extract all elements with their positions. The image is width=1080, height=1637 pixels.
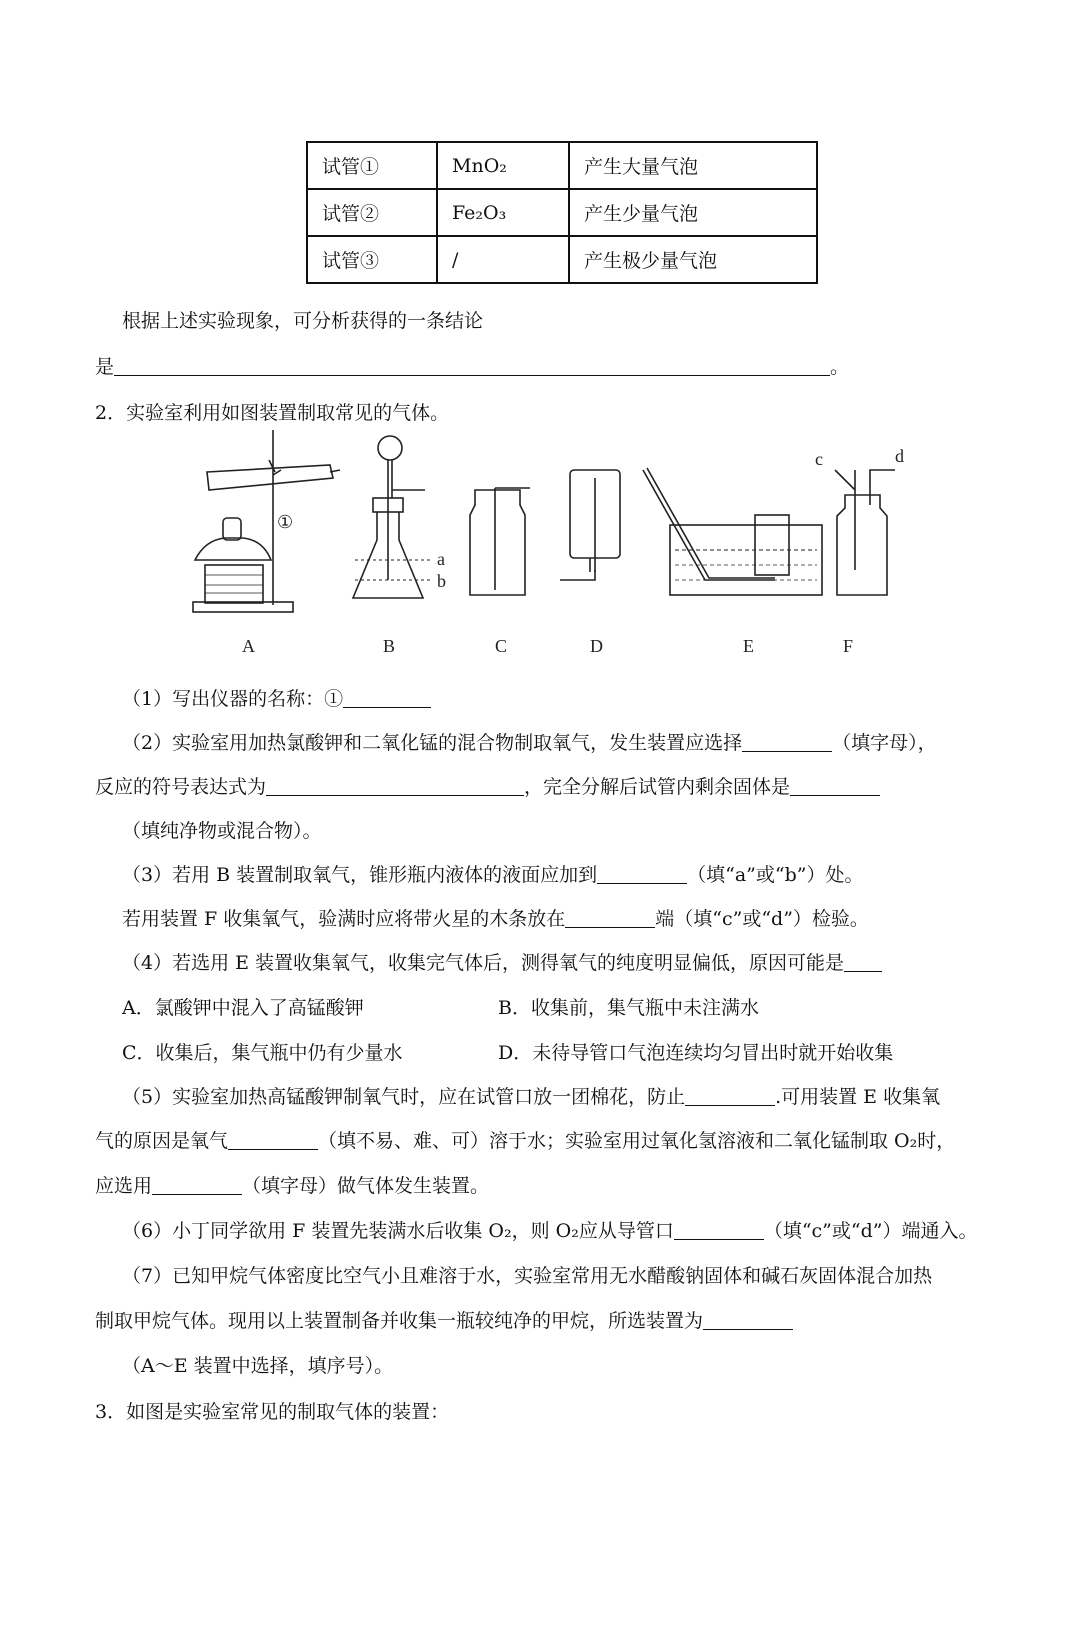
label-D: D xyxy=(590,636,603,656)
q2-p7-line2: 制取甲烷气体。现用以上装置制备并收集一瓶较纯净的甲烷，所选装置为 xyxy=(95,1306,793,1333)
q2-p5-line2: 气的原因是氧气 （填不易、难、可）溶于水；实验室用过氧化氢溶液和二氧化锰制取 O₂时， xyxy=(95,1130,956,1152)
q2-p3-line2: 若用装置 F 收集氧气，验满时应将带火星的木条放在 端（填“c”或“d”）检验。 xyxy=(122,908,869,930)
label-one: ① xyxy=(277,512,294,532)
label-B: B xyxy=(383,636,396,656)
q2-p4: （4）若选用 E 装置收集氧气，收集完气体后，测得氧气的纯度明显偏低，原因可能是 xyxy=(122,948,882,975)
answer-blank[interactable] xyxy=(742,751,832,752)
answer-blank[interactable] xyxy=(674,1239,764,1240)
label-A: A xyxy=(242,636,255,656)
result-cell: 产生极少量气泡 xyxy=(569,236,817,283)
answer-blank[interactable] xyxy=(565,927,655,928)
table-row xyxy=(307,236,817,283)
q2-p6: （6）小丁同学欲用 F 装置先装满水后收集 O₂，则 O₂应从导管口 （填“c”或“d”）端通入。 xyxy=(122,1220,978,1242)
catalyst-cell: MnO₂ xyxy=(437,142,569,189)
apparatus-diagram xyxy=(185,430,945,670)
q2-p5-line1: （5）实验室加热高锰酸钾制氧气时，应在试管口放一团棉花，防止 .可用装置 E 收集氧 xyxy=(122,1086,941,1108)
label-E: E xyxy=(743,636,754,656)
answer-blank[interactable] xyxy=(703,1329,793,1330)
conclusion-line2: 是 。 xyxy=(95,356,850,378)
q2-p7-line3: （A～E 装置中选择，填序号）。 xyxy=(122,1355,394,1377)
catalyst-cell: Fe₂O₃ xyxy=(437,189,569,236)
answer-blank[interactable] xyxy=(844,971,882,972)
answer-blank[interactable] xyxy=(152,1194,242,1195)
table-row xyxy=(307,142,817,189)
answer-blank[interactable] xyxy=(685,1105,775,1106)
result-cell: 产生少量气泡 xyxy=(569,189,817,236)
apparatus-d-icon xyxy=(560,470,620,580)
label-c: c xyxy=(815,449,823,469)
q2-p2-line1: （2）实验室用加热氯酸钾和二氧化锰的混合物制取氧气，发生装置应选择 （填字母）， xyxy=(122,732,937,754)
label-d: d xyxy=(895,446,904,466)
apparatus-c-icon xyxy=(470,488,530,595)
q2-p5-line3: 应选用 （填字母）做气体发生装置。 xyxy=(95,1175,490,1197)
q2-p7-line1: （7）已知甲烷气体密度比空气小且难溶于水，实验室常用无水醋酸钠固体和碱石灰固体混合加热 xyxy=(122,1265,933,1287)
answer-blank[interactable] xyxy=(228,1149,318,1150)
apparatus-e-icon xyxy=(643,468,822,595)
answer-blank[interactable] xyxy=(790,795,880,796)
tube-cell: 试管① xyxy=(307,142,437,189)
label-C: C xyxy=(495,636,508,656)
apparatus-a-icon xyxy=(193,430,340,612)
option-a: A．氯酸钾中混入了高锰酸钾 xyxy=(122,997,364,1019)
answer-blank[interactable] xyxy=(114,375,830,376)
answer-blank[interactable] xyxy=(597,883,687,884)
conclusion-line1: 根据上述实验现象，可分析获得的一条结论 xyxy=(122,310,484,332)
q2-p2-line2: 反应的符号表达式为 ，完全分解后试管内剩余固体是 xyxy=(95,772,880,799)
apparatus-f-icon xyxy=(815,446,904,595)
q2-p3-line1: （3）若用 B 装置制取氧气，锥形瓶内液体的液面应加到 （填“a”或“b”）处。 xyxy=(122,864,864,886)
q2-p1: （1）写出仪器的名称：① xyxy=(122,684,431,711)
option-d: D．未待导管口气泡连续均匀冒出时就开始收集 xyxy=(498,1042,894,1064)
table-row xyxy=(307,189,817,236)
question-2-title: 2．实验室利用如图装置制取常见的气体。 xyxy=(95,402,450,424)
apparatus-b-icon xyxy=(353,436,446,598)
label-b: b xyxy=(437,571,446,591)
tube-cell: 试管② xyxy=(307,189,437,236)
label-F: F xyxy=(843,636,854,656)
question-3-title: 3．如图是实验室常见的制取气体的装置： xyxy=(95,1401,450,1423)
tube-cell: 试管③ xyxy=(307,236,437,283)
option-c: C．收集后，集气瓶中仍有少量水 xyxy=(122,1042,403,1064)
experiment-table xyxy=(306,141,818,284)
result-cell: 产生大量气泡 xyxy=(569,142,817,189)
q2-p2-line3: （填纯净物或混合物）。 xyxy=(122,820,322,842)
label-a: a xyxy=(437,549,445,569)
answer-blank[interactable] xyxy=(266,795,524,796)
catalyst-cell: / xyxy=(437,236,569,283)
option-b: B．收集前，集气瓶中未注满水 xyxy=(498,997,759,1019)
answer-blank[interactable] xyxy=(343,707,431,708)
